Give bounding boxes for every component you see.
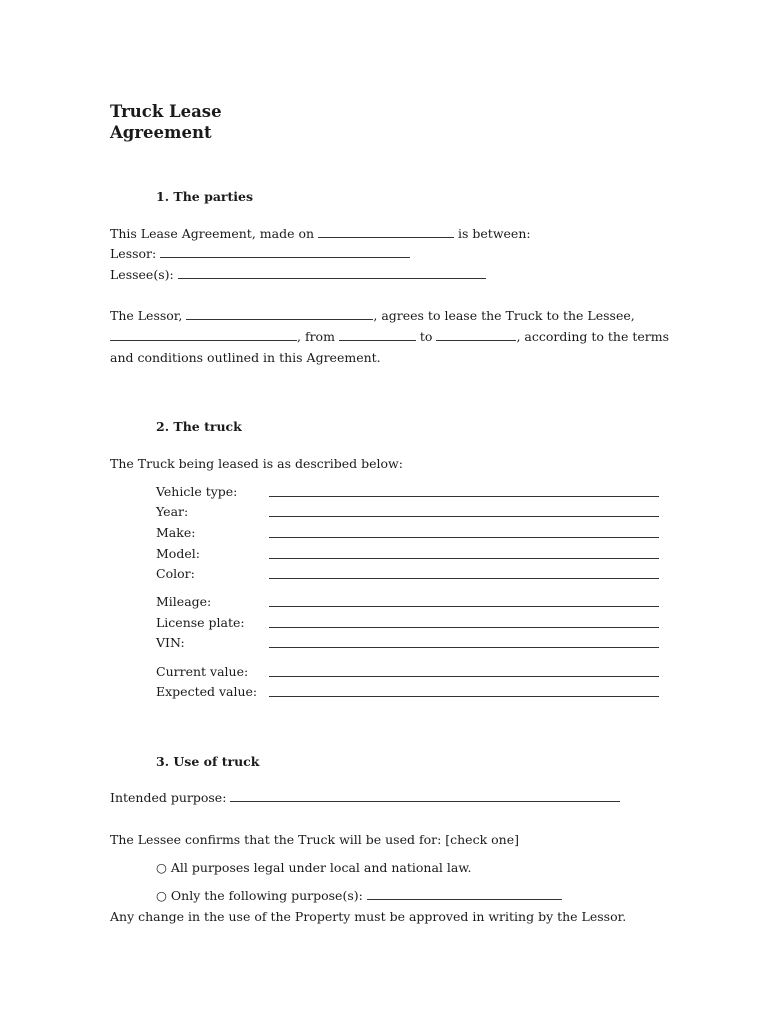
lessee-field[interactable] (178, 267, 486, 279)
intended-purpose-line (110, 790, 620, 806)
intended-purpose-label: Intended purpose: (110, 790, 227, 805)
from-date-field[interactable] (339, 329, 416, 341)
vin-field[interactable] (269, 647, 659, 648)
vehicle-type-field[interactable] (269, 496, 659, 497)
model-field[interactable] (269, 558, 659, 559)
from-label: , from (297, 329, 335, 344)
lessee-label: Lessee(s): (110, 267, 174, 282)
to-date-field[interactable] (436, 329, 516, 341)
lessor-name-field[interactable] (186, 308, 373, 320)
section-heading-parties: 1. The parties (156, 189, 254, 204)
field-label-license-plate: License plate: (156, 615, 245, 630)
agreement-date-label: This Lease Agreement, made on (110, 226, 315, 241)
expected-value-field[interactable] (269, 696, 659, 697)
lease-period-line (110, 329, 669, 345)
lessor-agrees-line (110, 308, 635, 324)
section-heading-use: 3. Use of truck (156, 754, 260, 769)
document-title-line2: Agreement (110, 123, 212, 142)
conditions-line: and conditions outlined in this Agreement. (110, 350, 381, 365)
section-heading-truck: 2. The truck (156, 419, 242, 434)
field-label-color: Color: (156, 566, 195, 581)
field-label-expected-value: Expected value: (156, 684, 258, 699)
option-all-purposes-label: All purposes legal under local and national law. (170, 860, 472, 875)
truck-intro-text: The Truck being leased is as described below: (110, 456, 403, 471)
field-label-current-value: Current value: (156, 664, 249, 679)
agreement-date-field[interactable] (318, 226, 454, 238)
lessor-field[interactable] (160, 246, 410, 258)
option-specific-purposes-label: Only the following purpose(s): (170, 888, 363, 903)
field-label-mileage: Mileage: (156, 594, 212, 609)
field-label-year: Year: (156, 504, 189, 519)
make-field[interactable] (269, 537, 659, 538)
radio-icon[interactable]: ○ (156, 860, 167, 875)
field-label-vehicle-type: Vehicle type: (156, 484, 238, 499)
lessor-agrees-prefix: The Lessor, (110, 308, 183, 323)
confirms-text: The Lessee confirms that the Truck will be used for: [check one] (110, 832, 519, 847)
lessor-line (110, 246, 410, 262)
license-plate-field[interactable] (269, 627, 659, 628)
document-title (110, 101, 222, 143)
field-label-make: Make: (156, 525, 196, 540)
color-field[interactable] (269, 578, 659, 579)
field-label-vin: VIN: (156, 635, 185, 650)
to-label: to (419, 329, 433, 344)
document-title-line1: Truck Lease (110, 102, 222, 121)
agreement-date-suffix: is between: (458, 226, 531, 241)
mileage-field[interactable] (269, 606, 659, 607)
lessor-agrees-suffix: , agrees to lease the Truck to the Lessee, (373, 308, 635, 323)
year-field[interactable] (269, 516, 659, 517)
change-approval-text: Any change in the use of the Property must be approved in writing by the Lessor. (110, 909, 627, 924)
current-value-field[interactable] (269, 676, 659, 677)
lessor-label: Lessor: (110, 246, 157, 261)
option-all-purposes[interactable] (156, 860, 472, 876)
agreement-date-line (110, 226, 531, 242)
according-text: , according to the terms (516, 329, 670, 344)
field-label-model: Model: (156, 546, 200, 561)
radio-icon[interactable]: ○ (156, 888, 167, 903)
lessee-name-field[interactable] (110, 329, 297, 341)
option-specific-purposes[interactable] (156, 888, 562, 904)
lessee-line (110, 267, 486, 283)
specific-purposes-field[interactable] (367, 888, 562, 900)
intended-purpose-field[interactable] (230, 790, 620, 802)
